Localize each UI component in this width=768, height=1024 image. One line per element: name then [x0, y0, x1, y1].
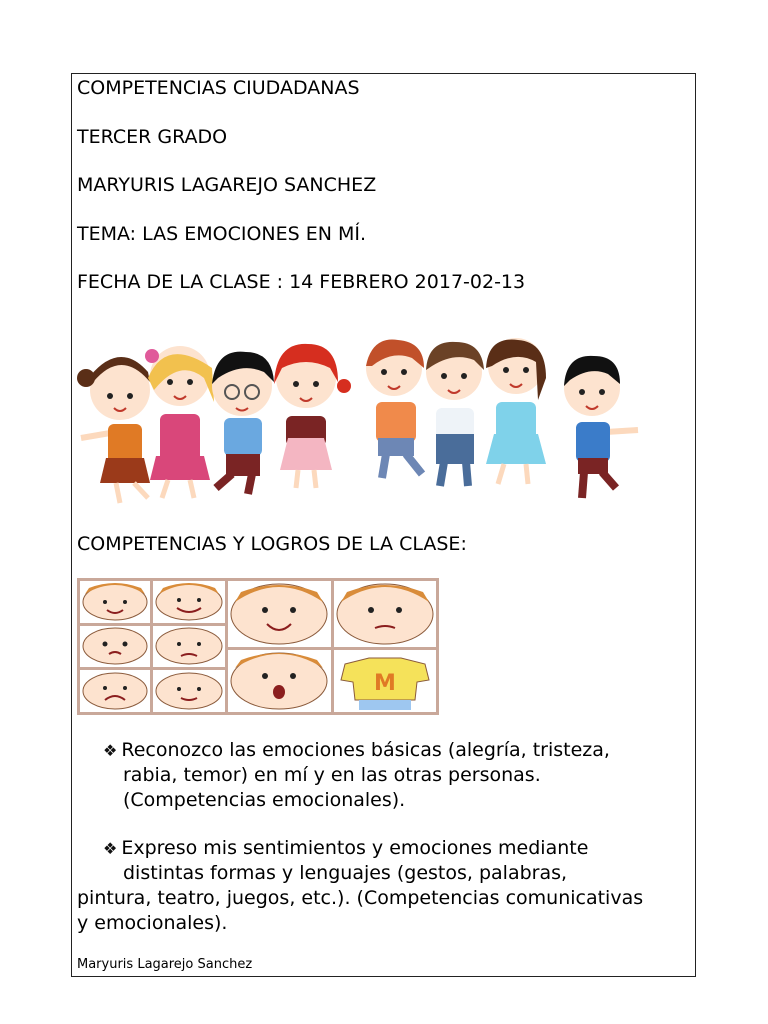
- achievement-2: [77, 836, 687, 936]
- diamond-bullet-icon: ❖: [103, 741, 118, 760]
- emotion-faces-illustration: [77, 578, 439, 715]
- footer-author: Maryuris Lagarejo Sanchez: [77, 957, 253, 972]
- class-date: FECHA DE LA CLASE : 14 FEBRERO 2017-02-13: [77, 271, 526, 293]
- achievement-1-line2: rabia, temor) en mí y en las otras personas.: [123, 764, 541, 786]
- achievement-2-line4: y emocionales).: [77, 912, 228, 934]
- topic-label: TEMA: LAS EMOCIONES EN MÍ.: [77, 223, 367, 245]
- subject-title: COMPETENCIAS CIUDADANAS: [77, 77, 360, 99]
- kid-6: [426, 342, 484, 486]
- achievement-2-line2: distintas formas y lenguajes (gestos, palabras,: [123, 862, 568, 884]
- achievement-2-line3: pintura, teatro, juegos, etc.). (Competencias comunicativas: [77, 887, 644, 909]
- section-title: COMPETENCIAS Y LOGROS DE LA CLASE:: [77, 533, 467, 555]
- kid-4: [274, 344, 351, 488]
- achievement-2-line1: Expreso mis sentimientos y emociones mediante: [121, 837, 589, 859]
- achievement-1: [77, 738, 687, 813]
- grade-label: TERCER GRADO: [77, 126, 228, 148]
- teacher-name: MARYURIS LAGAREJO SANCHEZ: [77, 174, 377, 196]
- kid-5: [366, 340, 424, 478]
- kid-1: [77, 357, 150, 503]
- kid-8: [564, 356, 638, 498]
- svg-text:M: M: [374, 671, 396, 696]
- achievement-1-line3: (Competencias emocionales).: [123, 789, 406, 811]
- children-holding-hands-illustration: [76, 338, 642, 510]
- kid-7: [486, 338, 546, 484]
- kid-3: [212, 352, 274, 494]
- diamond-bullet-icon: ❖: [103, 839, 118, 858]
- kid-2: [145, 346, 214, 498]
- achievement-1-line1: Reconozco las emociones básicas (alegría, tristeza,: [121, 739, 610, 761]
